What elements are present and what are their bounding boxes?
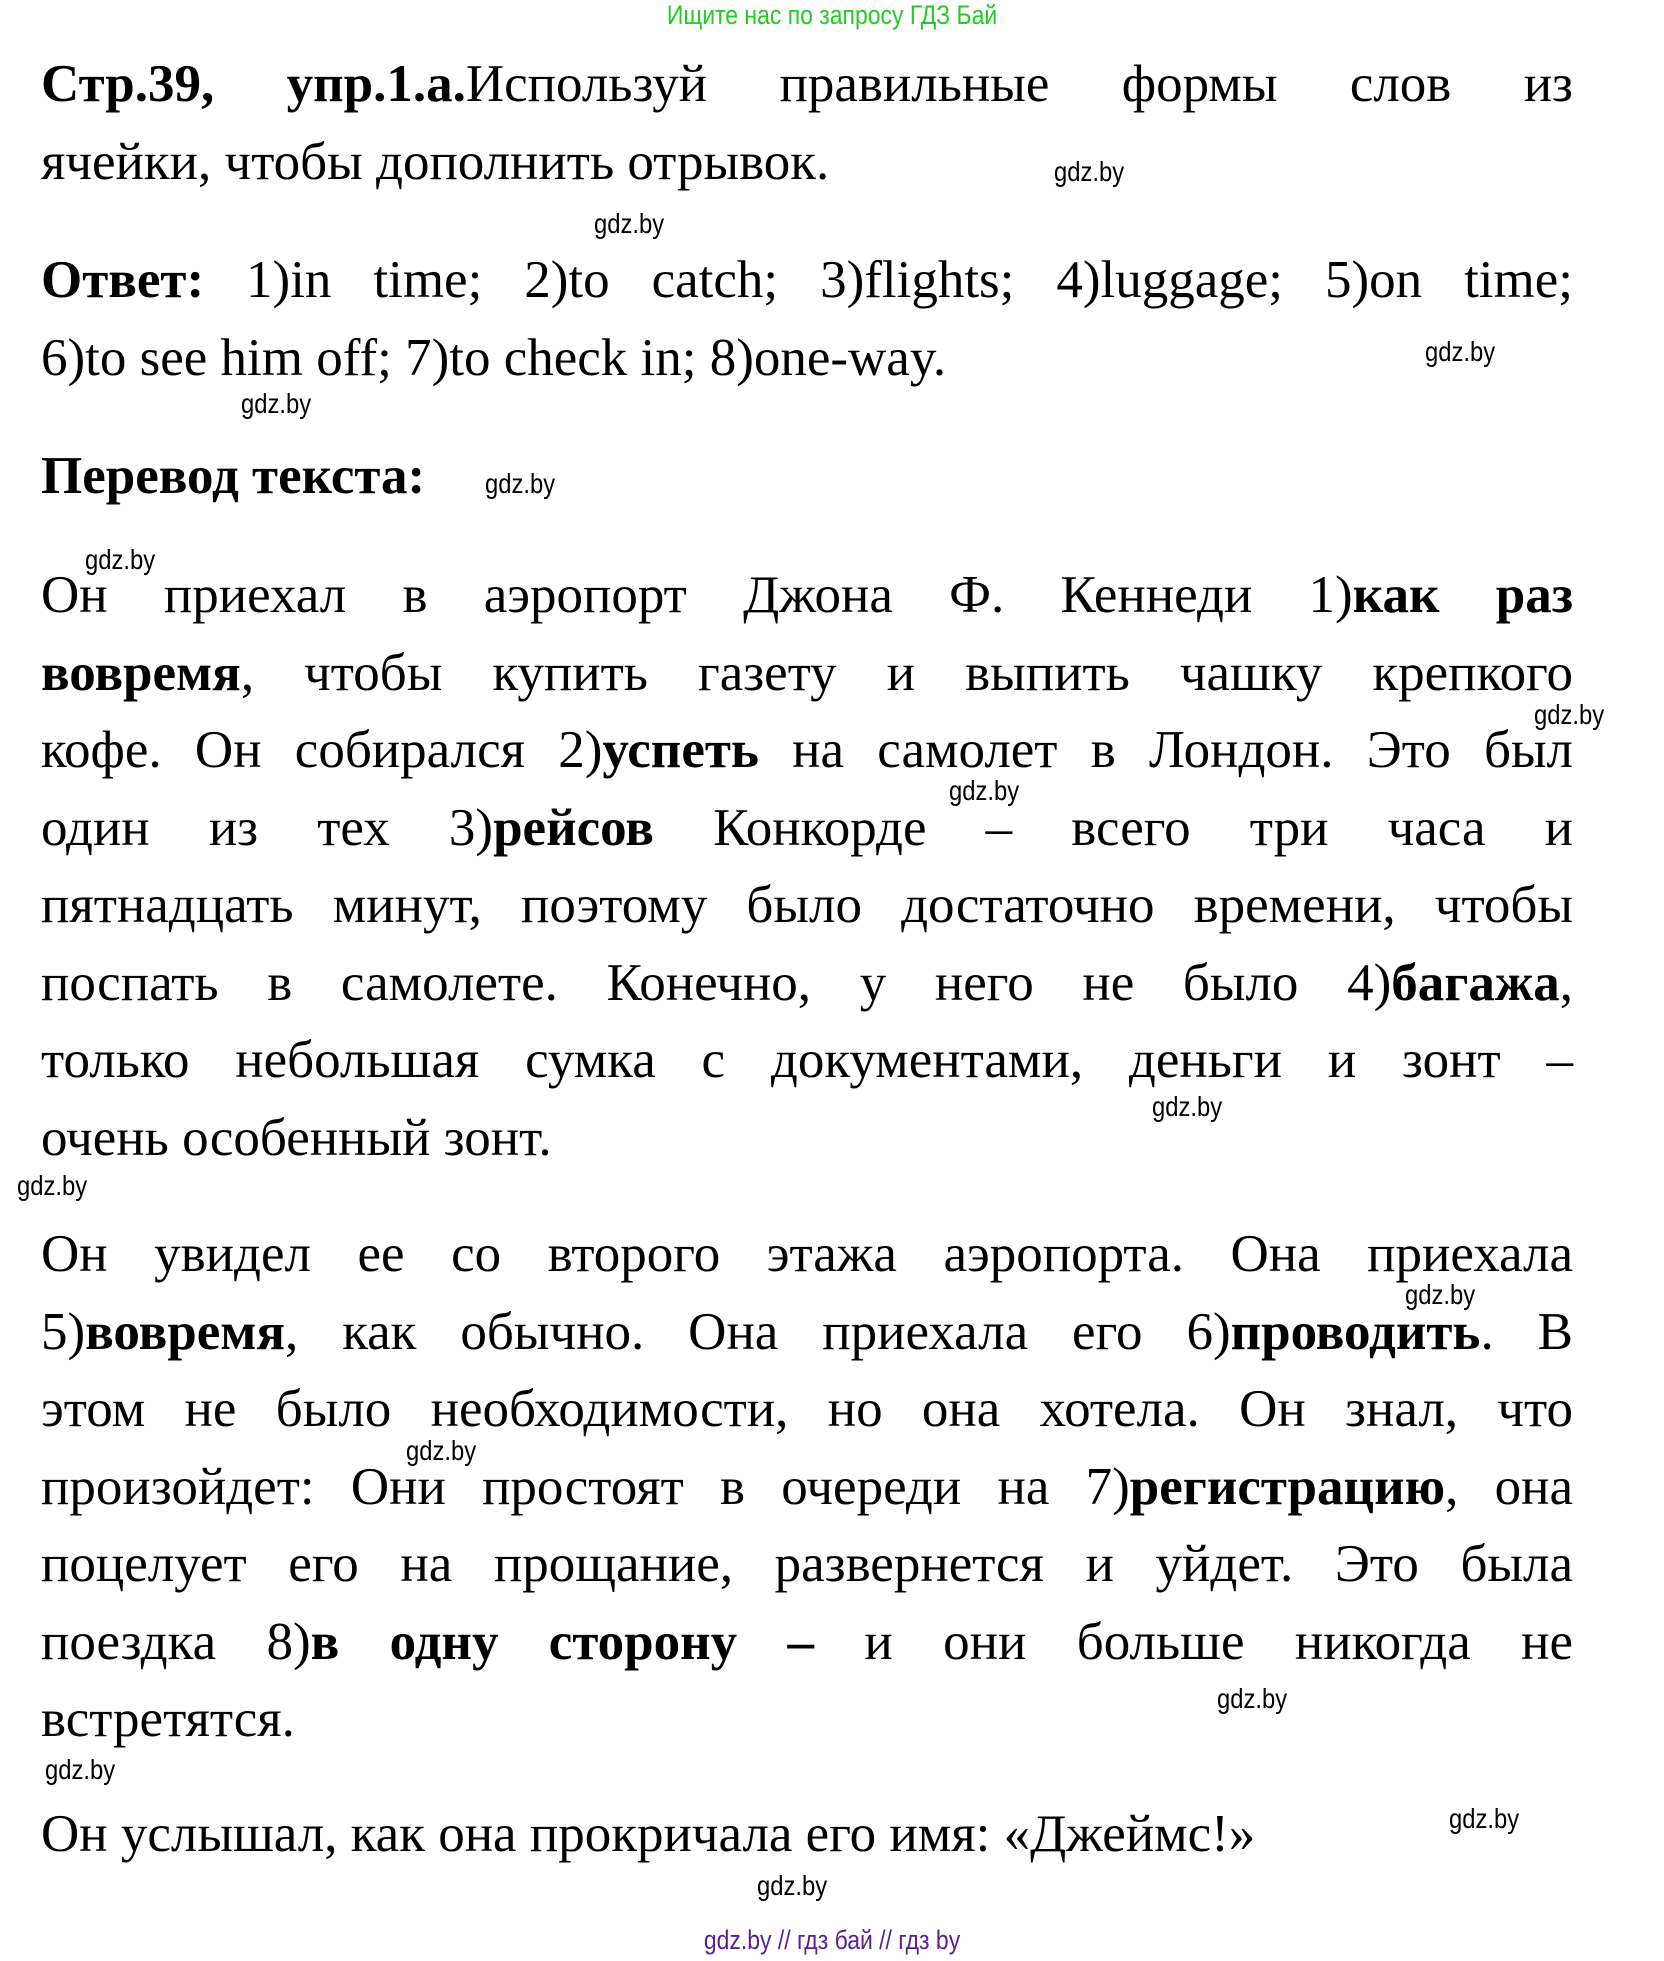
text-line (41, 867, 1573, 945)
text-line (41, 242, 1573, 320)
watermark: gdz.by (17, 1170, 88, 1201)
text: пятнадцать минут, поэтому было достаточно времени, чтобы (41, 876, 1573, 934)
text-line (41, 1216, 1573, 1294)
watermark: gdz.by (1425, 336, 1496, 367)
text-line (41, 1371, 1573, 1449)
watermark: gdz.by (757, 1870, 828, 1901)
watermark: gdz.by (241, 388, 312, 419)
text: поездка 8) (41, 1612, 311, 1671)
watermark: gdz.by (1405, 1279, 1476, 1310)
text-line (41, 790, 1573, 868)
bold-text: в одну сторону – (310, 1612, 815, 1671)
text: произойдет: Они простоят в очереди на 7) (41, 1457, 1130, 1516)
text: 5) (41, 1302, 86, 1361)
bold-text: успеть (602, 721, 759, 779)
text: . В (1480, 1302, 1573, 1361)
footer-links[interactable]: gdz.by // гдз бай // гдз by (703, 1925, 961, 1955)
text: один из тех 3) (41, 798, 494, 857)
bold-text: Стр.39, упр.1.а. (41, 55, 466, 113)
watermark: gdz.by (949, 775, 1020, 806)
exercise-title (41, 46, 1573, 201)
text-line (41, 1604, 1573, 1682)
text-line (41, 1526, 1573, 1604)
text-line (41, 712, 1573, 790)
bold-text: Перевод текста: (41, 447, 426, 505)
watermark: gdz.by (1449, 1803, 1520, 1834)
text: Конкорде – всего три часа и (653, 798, 1573, 857)
text-line (41, 1796, 1573, 1874)
text: Он услышал, как она прокричала его имя: «Джеймс!» (41, 1805, 1256, 1863)
watermark: gdz.by (406, 1435, 477, 1466)
text: 1)in time; 2)to catch; 3)flights; 4)luggage; 5)on time; (246, 251, 1573, 309)
paragraph-3 (41, 1796, 1573, 1874)
watermark: gdz.by (485, 468, 556, 499)
text-line (41, 945, 1573, 1023)
bold-text: Ответ: (41, 251, 247, 309)
answer (41, 242, 1573, 397)
text: очень особенный зонт. (41, 1108, 552, 1167)
text-line (41, 46, 1573, 124)
watermark: gdz.by (1534, 699, 1605, 730)
watermark: gdz.by (85, 544, 156, 575)
text: встретятся. (41, 1690, 295, 1748)
text-line (41, 320, 1573, 398)
text-line (41, 438, 1573, 516)
text-line (41, 557, 1573, 635)
text: кофе. Он собирался 2) (41, 721, 603, 779)
bold-text: вовремя (85, 1302, 285, 1361)
text-line (41, 1022, 1573, 1100)
search-hint-link[interactable]: Ищите нас по запросу ГДЗ Бай (666, 0, 998, 30)
text: , она (1445, 1457, 1573, 1516)
text-line (41, 635, 1573, 713)
text: поцелует его на прощание, развернется и уйдет. Это была (41, 1535, 1573, 1593)
text: 6)to see him off; 7)to check in; 8)one-way. (41, 328, 947, 387)
paragraph-2 (41, 1216, 1573, 1759)
text: только небольшая сумка с документами, деньги и зонт – (41, 1031, 1573, 1089)
text: на самолет в Лондон. Это был (758, 721, 1573, 779)
text-line (41, 1100, 1573, 1178)
bold-text: как раз (1352, 566, 1574, 624)
bold-text: регистрацию (1129, 1457, 1446, 1516)
text: этом не было необходимости, но она хотела. Он знал, что (41, 1380, 1573, 1438)
text: , (1559, 953, 1573, 1012)
text: и они больше никогда не (814, 1612, 1573, 1671)
text: поспать в самолете. Конечно, у него не было 4) (41, 953, 1392, 1012)
translation-heading (41, 438, 1573, 516)
watermark: gdz.by (594, 208, 665, 239)
text: Он приехал в аэропорт Джона Ф. Кеннеди 1) (41, 566, 1353, 624)
text-line (41, 124, 1573, 202)
text: ячейки, чтобы дополнить отрывок. (41, 132, 830, 191)
text-line (41, 1294, 1573, 1372)
text-line (41, 1681, 1573, 1759)
bold-text: багажа (1391, 953, 1560, 1012)
watermark: gdz.by (1152, 1091, 1223, 1122)
text: , чтобы купить газету и выпить чашку крепкого (240, 643, 1573, 702)
bold-text: проводить (1230, 1302, 1481, 1361)
text: , как обычно. Она приехала его 6) (285, 1302, 1231, 1361)
watermark: gdz.by (1054, 156, 1125, 187)
text-line (41, 1449, 1573, 1527)
paragraph-1 (41, 557, 1573, 1177)
watermark: gdz.by (1217, 1683, 1288, 1714)
bold-text: рейсов (493, 798, 654, 857)
watermark: gdz.by (45, 1754, 116, 1785)
bold-text: вовремя (41, 643, 241, 702)
text: Используй правильные формы слов из (465, 55, 1573, 113)
text: Он увидел ее со второго этажа аэропорта. Она приехала (41, 1225, 1573, 1283)
